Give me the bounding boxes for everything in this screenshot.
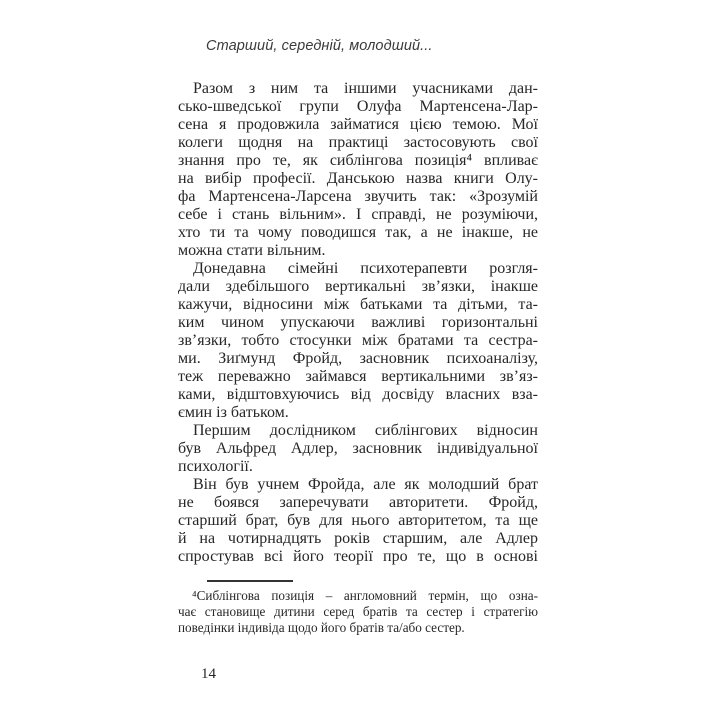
footnote bbox=[178, 588, 538, 636]
text-line: зв’язки, тобто стосунки між братами та сестра- bbox=[178, 332, 538, 349]
text-line: Першим дослідником сиблінгових відносин bbox=[193, 422, 538, 439]
text-line: дали здебільшого вертикальні зв’язки, інакше bbox=[178, 278, 538, 295]
text-line: хто ти та чому поводишся так, а не інакше, не bbox=[178, 224, 538, 241]
page-number: 14 bbox=[201, 666, 216, 682]
text-line: сько-шведської групи Олуфа Мартенсена-Лар- bbox=[178, 98, 538, 115]
paragraph bbox=[178, 422, 538, 476]
text-line: ми. Зиґмунд Фройд, засновник психоаналізу, bbox=[178, 350, 538, 367]
text-line: кажучи, відносини між батьками та дітьми, та- bbox=[178, 296, 538, 313]
text-line: психології. bbox=[178, 458, 253, 475]
text-line: можна стати вільним. bbox=[178, 242, 326, 259]
text-line: поведінки індивіда щодо його братів та/або сестер. bbox=[178, 620, 465, 635]
text-line: чає становище дитини серед братів та сестер і стратегію bbox=[178, 604, 538, 619]
text-line: спростував всі його теорії про те, що в основі bbox=[178, 548, 538, 565]
text-line: Він був учнем Фройда, але як молодший брат bbox=[193, 476, 538, 493]
text-line: Разом з ним та іншими учасниками дан- bbox=[193, 80, 538, 97]
text-line: Донедавна сімейні психотерапевти розгля- bbox=[193, 260, 538, 277]
text-line: колеги щодня на практиці застосовують свої bbox=[178, 134, 538, 151]
text-line: ками, відштовхуючись від досвіду власних вза- bbox=[178, 386, 538, 403]
body-text bbox=[178, 80, 538, 566]
text-line: на вибір професії. Данською назва книги Олу- bbox=[178, 170, 538, 187]
text-line: ким чином упускаючи важливі горизонтальні bbox=[178, 314, 538, 331]
running-header: Старший, середній, молодший... bbox=[206, 38, 433, 54]
text-line: ⁴Сиблінгова позиція – англомовний термін, що озна- bbox=[192, 588, 538, 603]
text-line: себе і стань вільним». І справді, не розуміючи, bbox=[178, 206, 538, 223]
paragraph bbox=[178, 476, 538, 566]
text-line: ємин із батьком. bbox=[178, 404, 289, 421]
footnote-separator bbox=[207, 580, 293, 582]
text-line: сена я продовжила займатися цією темою. Мої bbox=[178, 116, 538, 133]
text-line: й на чотирнадцять років старшим, але Адлер bbox=[178, 530, 538, 547]
text-line: старший брат, був для нього авторитетом, та ще bbox=[178, 512, 538, 529]
text-line: не боявся заперечувати авторитети. Фройд, bbox=[178, 494, 538, 511]
text-line: був Альфред Адлер, засновник індивідуальної bbox=[178, 440, 538, 457]
text-line: знання про те, як сиблінгова позиція⁴ впливає bbox=[178, 152, 538, 169]
paragraph bbox=[178, 260, 538, 422]
text-line: теж переважно займався вертикальними зв’яз- bbox=[178, 368, 538, 385]
paragraph bbox=[178, 80, 538, 260]
text-line: фа Мартенсена-Ларсена звучить так: «Зрозумій bbox=[178, 188, 538, 205]
